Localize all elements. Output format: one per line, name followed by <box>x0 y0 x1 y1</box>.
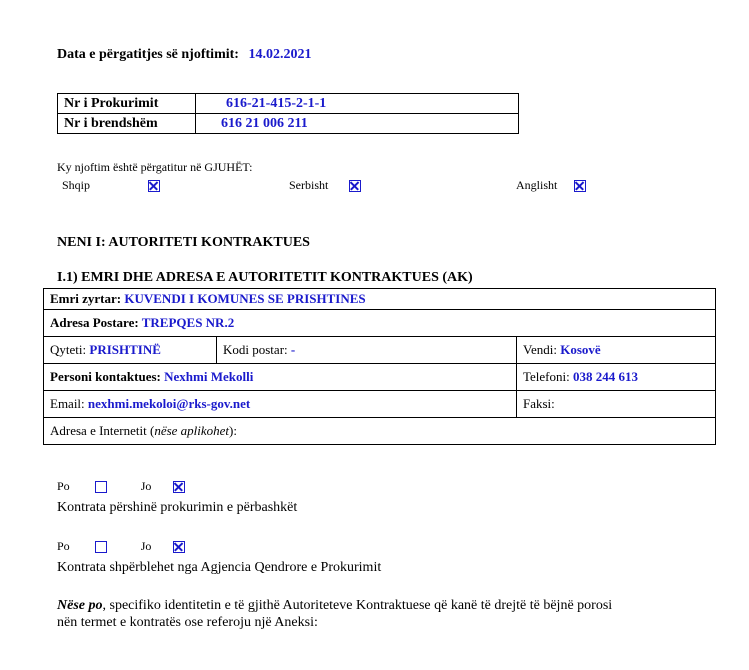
city-label: Qyteti <box>50 342 83 357</box>
postal-address-value: TREPQES NR.2 <box>141 315 235 330</box>
postal-address-cell: Adresa Postare: TREPQES NR.2 <box>44 310 716 337</box>
contact-label: Personi kontaktues <box>50 369 157 384</box>
checkbox-checked-icon[interactable] <box>173 481 185 493</box>
official-name-value: KUVENDI I KOMUNES SE PRISHTINES <box>124 291 366 306</box>
table-row <box>58 94 519 114</box>
internet-label: Adresa e Internetit ( <box>50 423 155 438</box>
no-label: Jo <box>140 479 152 493</box>
authority-table <box>43 288 716 445</box>
email-label: Email: <box>50 396 85 411</box>
official-name-cell: Emri zyrtar: KUVENDI I KOMUNES SE PRISHTINES <box>44 289 716 310</box>
email-cell <box>44 391 517 418</box>
no-label: Jo <box>140 539 152 553</box>
note-rest: , specifiko identitetin e të gjithë Autoriteteve Kontraktuese që kanë të drejtë të bëjnë porosi <box>102 598 613 613</box>
language-option-shqip <box>62 178 160 193</box>
internet-note: nëse aplikohet <box>154 423 230 438</box>
central-agency-text: Kontrata shpërblehet nga Agjencia Qendrore e Prokurimit <box>57 560 382 575</box>
table-row <box>44 391 716 418</box>
language-label: Shqip <box>62 178 91 192</box>
checkbox-unchecked-icon[interactable] <box>95 541 107 553</box>
checkbox-unchecked-icon[interactable] <box>95 481 107 493</box>
postal-code-value: - <box>290 342 296 357</box>
postal-code-cell <box>217 337 517 364</box>
note-paragraph <box>57 597 612 631</box>
contact-cell: Personi kontaktues: Nexhmi Mekolli <box>44 364 517 391</box>
official-name-label: Emri zyrtar <box>50 291 117 306</box>
internet-address-cell: Adresa e Internetit (nëse aplikohet): <box>44 418 716 445</box>
note-italic: Nëse po <box>57 598 103 613</box>
procurement-number-value: 616-21-415-2-1-1 <box>196 94 519 114</box>
country-value: Kosovë <box>560 342 601 357</box>
country-cell <box>517 337 716 364</box>
checkbox-checked-icon[interactable] <box>148 180 160 192</box>
email-value: nexhmi.mekoloi@rks-gov.net <box>87 396 251 411</box>
table-row <box>44 337 716 364</box>
checkbox-checked-icon[interactable] <box>349 180 361 192</box>
subsection-title: I.1) EMRI DHE ADRESA E AUTORITETIT KONTRAKTUES (AK) <box>57 270 473 285</box>
yes-label: Po <box>57 479 70 493</box>
joint-procurement-text: Kontrata përshinë prokurimin e përbashkët <box>57 500 298 515</box>
fax-cell <box>517 391 716 418</box>
internal-number-label: Nr i brendshëm <box>58 114 196 134</box>
table-row <box>44 418 716 445</box>
country-label: Vendi: <box>523 342 557 357</box>
language-option-anglisht <box>516 178 586 193</box>
table-row <box>44 289 716 310</box>
internal-number-value: 616 21 006 211 <box>196 114 519 134</box>
note-line2: nën termet e kontratës ose referoju një Aneksi: <box>57 615 318 630</box>
section-title: NENI I: AUTORITETI KONTRAKTUES <box>57 235 310 250</box>
postal-code-label: Kodi postar: <box>223 342 288 357</box>
yes-label: Po <box>57 539 70 553</box>
central-agency-options <box>57 539 185 554</box>
city-value: PRISHTINË <box>89 342 161 357</box>
preparation-label: Data e përgatitjes së njoftimit: <box>57 47 239 62</box>
city-cell: Qyteti: PRISHTINË <box>44 337 217 364</box>
language-label: Serbisht <box>289 178 329 192</box>
procurement-ids-table <box>57 93 519 134</box>
procurement-number-label: Nr i Prokurimit <box>58 94 196 114</box>
fax-label: Faksi: <box>523 396 555 411</box>
language-label: Anglisht <box>516 178 558 192</box>
preparation-date: 14.02.2021 <box>248 47 312 62</box>
table-row <box>44 310 716 337</box>
table-row <box>44 364 716 391</box>
joint-procurement-options <box>57 479 185 494</box>
contact-value: Nexhmi Mekolli <box>164 369 254 384</box>
checkbox-checked-icon[interactable] <box>173 541 185 553</box>
language-note: Ky njoftim është përgatitur në GJUHËT: <box>57 160 253 174</box>
checkbox-checked-icon[interactable] <box>574 180 586 192</box>
postal-address-label: Adresa Postare <box>50 315 135 330</box>
preparation-date-line <box>57 47 311 63</box>
language-option-serbisht <box>289 178 361 193</box>
phone-cell <box>517 364 716 391</box>
phone-value: 038 244 613 <box>573 369 638 384</box>
phone-label: Telefoni: <box>523 369 570 384</box>
table-row <box>58 114 519 134</box>
